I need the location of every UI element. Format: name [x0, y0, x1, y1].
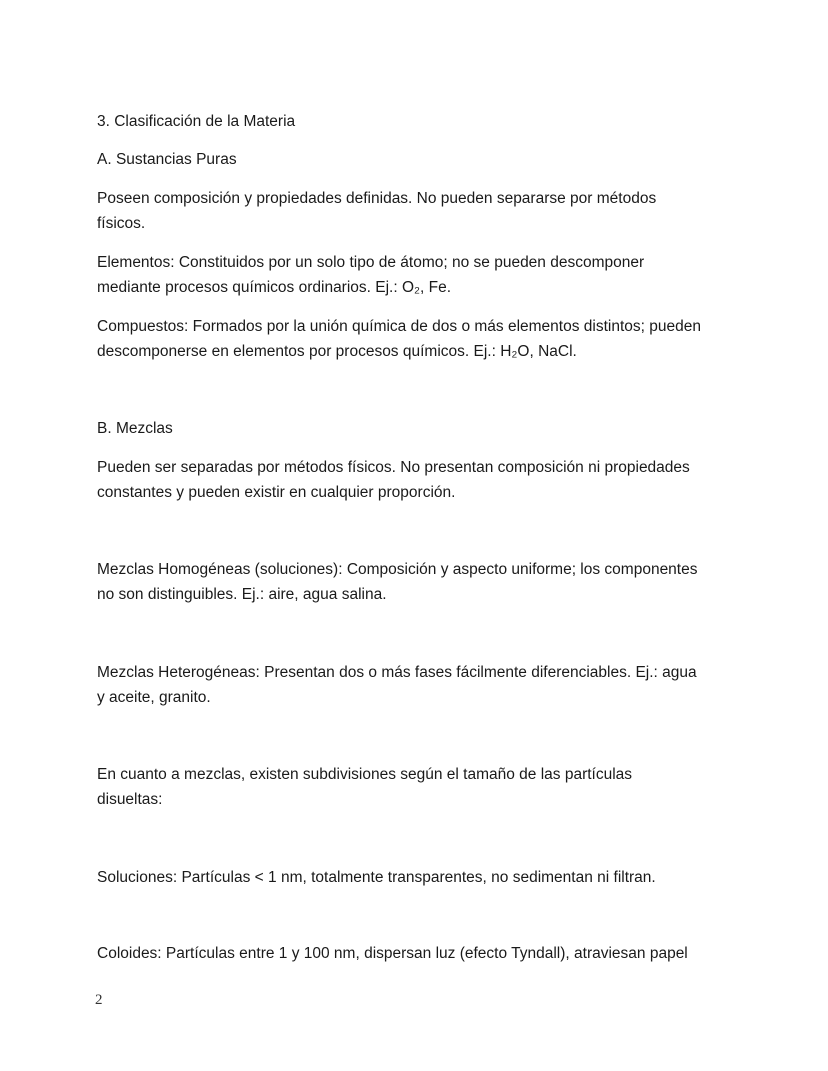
paragraph-line: Mezclas Homogéneas (soluciones): Composición y aspecto uniforme; los componentes	[97, 561, 698, 578]
subsection-heading-b-text: B. Mezclas	[97, 420, 173, 437]
paragraph-line: disueltas:	[97, 791, 163, 808]
paragraph-line: Coloides: Partículas entre 1 y 100 nm, dispersan luz (efecto Tyndall), atraviesan papel	[97, 945, 688, 962]
paragraph-homogeneous	[97, 557, 737, 607]
paragraph-elements	[97, 250, 737, 300]
paragraph-line: En cuanto a mezclas, existen subdivisiones según el tamaño de las partículas	[97, 766, 633, 783]
paragraph-solutions	[97, 865, 737, 890]
subsection-heading-mixtures	[97, 416, 737, 441]
paragraph-line: y aceite, granito.	[97, 689, 211, 706]
subsection-heading-pure-substances	[97, 147, 737, 172]
section-heading	[97, 109, 737, 134]
paragraph-mixtures-intro	[97, 455, 737, 505]
paragraph-line: físicos.	[97, 215, 146, 232]
section-heading-text: 3. Clasificación de la Materia	[97, 113, 296, 130]
paragraph-line: descomponerse en elementos por procesos químicos. Ej.: H₂O, NaCl.	[97, 343, 577, 360]
paragraph-line: Elementos: Constituidos por un solo tipo de átomo; no se pueden descomponer	[97, 254, 645, 271]
paragraph-heterogeneous	[97, 660, 737, 710]
paragraph-compounds	[97, 314, 737, 364]
paragraph-line: no son distinguibles. Ej.: aire, agua salina.	[97, 586, 387, 603]
subsection-heading-a-text: A. Sustancias Puras	[97, 151, 237, 168]
paragraph-colloids	[97, 941, 737, 966]
paragraph-line: Mezclas Heterogéneas: Presentan dos o más fases fácilmente diferenciables. Ej.: agua	[97, 664, 697, 681]
paragraph-line: mediante procesos químicos ordinarios. Ej.: O₂, Fe.	[97, 279, 452, 296]
paragraph-line: Poseen composición y propiedades definidas. No pueden separarse por métodos	[97, 190, 657, 207]
paragraph-line: Pueden ser separadas por métodos físicos. No presentan composición ni propiedades	[97, 459, 690, 476]
page-number: 2	[95, 992, 103, 1008]
paragraph-subdivisions	[97, 762, 737, 812]
paragraph-line: Soluciones: Partículas < 1 nm, totalmente transparentes, no sedimentan ni filtran.	[97, 869, 656, 886]
paragraph-line: constantes y pueden existir en cualquier proporción.	[97, 484, 456, 501]
paragraph-line: Compuestos: Formados por la unión química de dos o más elementos distintos; pueden	[97, 318, 701, 335]
paragraph-pure-intro	[97, 186, 737, 236]
